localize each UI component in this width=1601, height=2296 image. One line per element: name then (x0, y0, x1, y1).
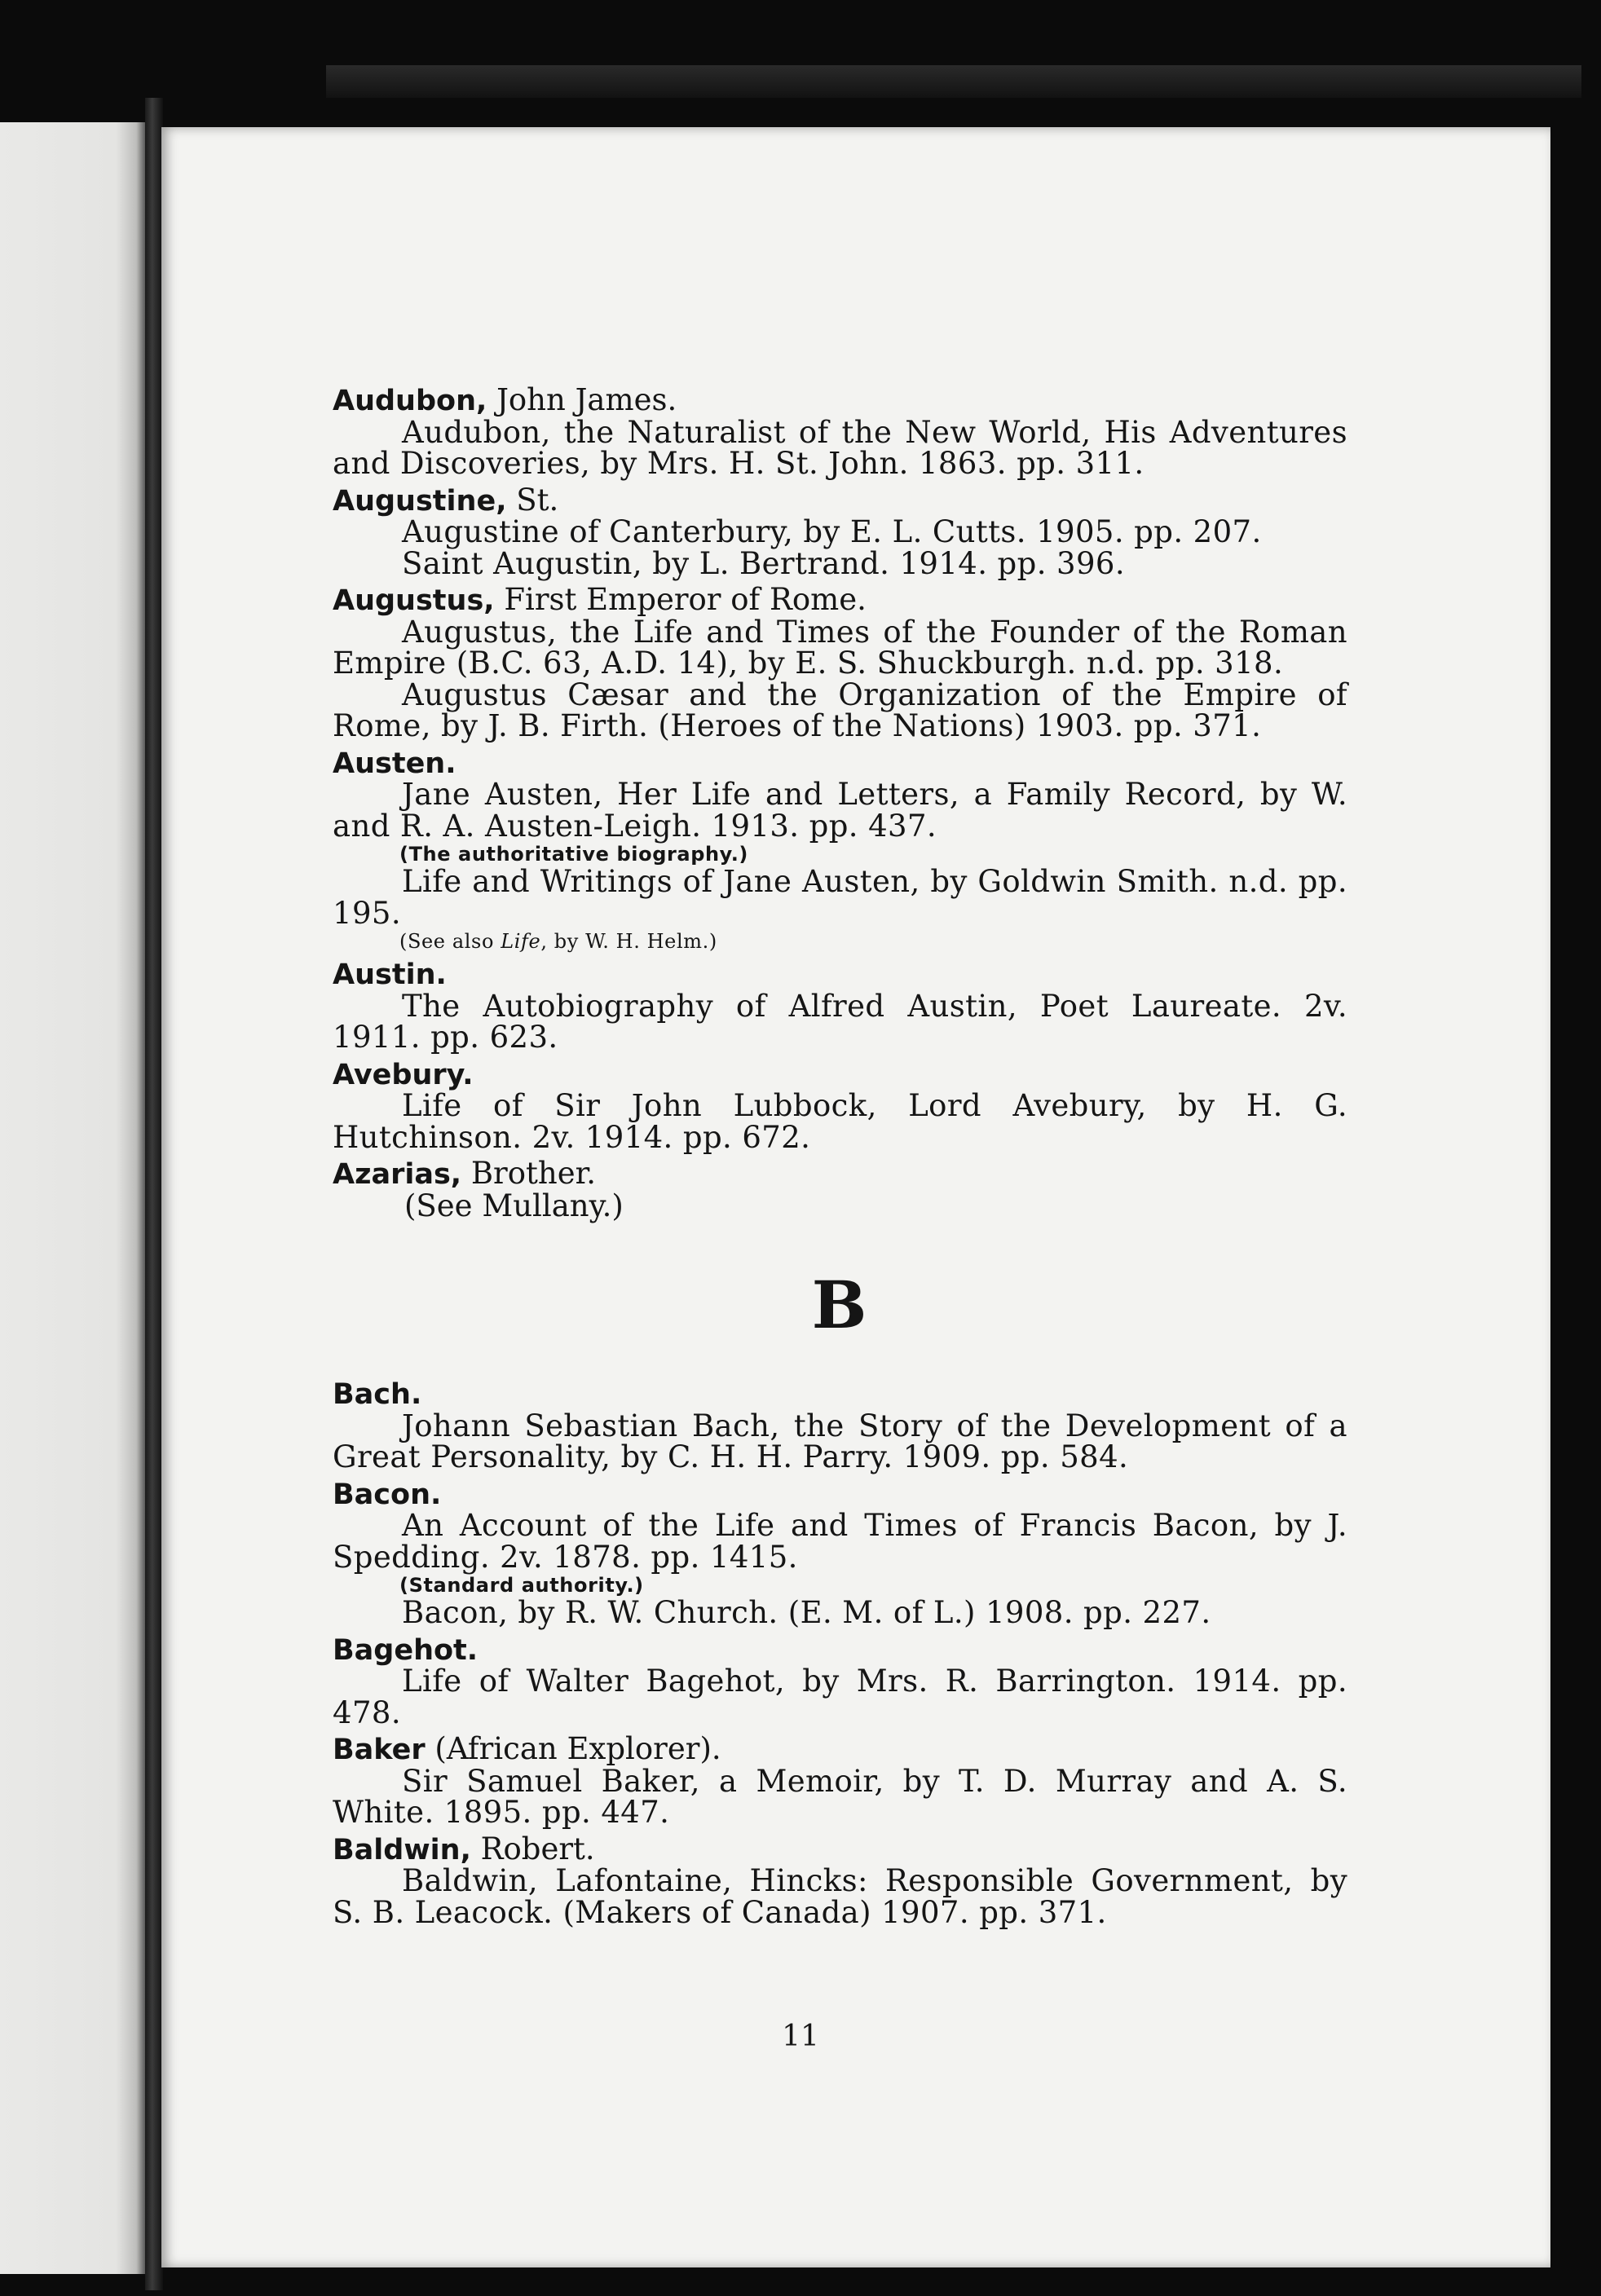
book-citation: Jane Austen, Her Life and Letters, a Family Record, by W. and R. A. Austen-Leigh. 1913. pp. 437. (333, 777, 1347, 844)
page-content (333, 380, 1347, 1928)
subject-qualifier: First Emperor of Rome. (504, 582, 867, 617)
subject-name: Austen. (333, 747, 456, 780)
subject-name: Audubon, (333, 385, 487, 417)
subject-heading (333, 1831, 1347, 1866)
subject-qualifier: Brother. (470, 1156, 596, 1191)
subject-heading (333, 482, 1347, 518)
subject-name: Bagehot. (333, 1633, 479, 1667)
subject-heading (333, 1731, 1347, 1766)
subject-qualifier: (African Explorer). (434, 1731, 721, 1766)
see-also-suffix: , by W. H. Helm.) (540, 930, 717, 953)
annotation: (Standard authority.) (399, 1574, 644, 1597)
book-citation: Life of Sir John Lubbock, Lord Avebury, by H. G. Hutchinson. 2v. 1914. pp. 672. (333, 1088, 1347, 1155)
subject-qualifier: John James. (496, 382, 677, 417)
book-citation: An Account of the Life and Times of Francis Bacon, by J. Spedding. 2v. 1878. pp. 1415. (333, 1508, 1347, 1575)
section-b-entries (333, 1378, 1347, 1928)
subject-qualifier: Robert. (480, 1831, 595, 1866)
see-also-prefix: (See also (399, 930, 501, 953)
book-citation: Life and Writings of Jane Austen, by Goldwin Smith. n.d. pp. 195. (333, 864, 1347, 931)
subject-heading (333, 1158, 1347, 1191)
section-letter: B (811, 1267, 869, 1343)
see-also-note (399, 929, 1347, 954)
section-a-entries (333, 382, 1347, 1223)
subject-heading (333, 1378, 1347, 1411)
scan-top-edge (326, 65, 1581, 98)
subject-name: Augustine, (333, 484, 507, 518)
subject-name: Augustus, (333, 584, 495, 617)
subject-name: Baldwin, (333, 1833, 471, 1866)
subject-name: Baker (333, 1734, 426, 1766)
book-citation: Saint Augustin, by L. Bertrand. 1914. pp. 396. (402, 545, 1126, 581)
facing-page-edge (0, 122, 145, 2274)
subject-name: Bach. (333, 1378, 422, 1411)
book-citation: The Autobiography of Alfred Austin, Poet Laureate. 2v. 1911. pp. 623. (333, 988, 1347, 1055)
book-citation: Life of Walter Bagehot, by Mrs. R. Barrington. 1914. pp. 478. (333, 1664, 1347, 1730)
subject-name: Bacon. (333, 1478, 442, 1511)
annotation: (The authoritative biography.) (399, 843, 748, 866)
book-citation: Johann Sebastian Bach, the Story of the Development of a Great Personality, by C. H. H. Parry. 1909. pp. 584. (333, 1408, 1347, 1474)
subject-heading (333, 747, 1347, 780)
subject-heading (333, 1634, 1347, 1667)
cross-reference: (See Mullany.) (404, 1188, 624, 1223)
subject-name: Avebury. (333, 1058, 474, 1091)
book-citation: Bacon, by R. W. Church. (E. M. of L.) 1908. pp. 227. (402, 1595, 1211, 1630)
subject-name: Austin. (333, 959, 447, 991)
book-citation: Audubon, the Naturalist of the New World, His Adventures and Discoveries, by Mrs. H. St. John. 1863. pp. 311. (333, 414, 1347, 481)
subject-name: Azarias, (333, 1158, 462, 1191)
book-citation: Baldwin, Lafontaine, Hincks: Responsible Government, by S. B. Leacock. (Makers of Canada) 1907. pp. 371. (333, 1863, 1347, 1930)
subject-qualifier: St. (516, 482, 559, 518)
subject-heading (333, 1479, 1347, 1511)
see-also-title: Life (501, 930, 541, 953)
book-citation: Sir Samuel Baker, a Memoir, by T. D. Murray and A. S. White. 1895. pp. 447. (333, 1763, 1347, 1830)
book-gutter (145, 98, 163, 2290)
book-citation: Augustus, the Life and Times of the Founder of the Roman Empire (B.C. 63, A.D. 14), by E. S. Shuckburgh. n.d. pp. 318. (333, 614, 1347, 681)
subject-heading (333, 584, 1347, 617)
subject-heading (333, 1059, 1347, 1091)
book-citation: Augustus Cæsar and the Organization of the Empire of Rome, by J. B. Firth. (Heroes of the Nations) 1903. pp. 371. (333, 676, 1347, 743)
subject-heading (333, 382, 1347, 417)
subject-heading (333, 959, 1347, 991)
page-number: 11 (782, 2020, 819, 2053)
book-citation: Augustine of Canterbury, by E. L. Cutts. 1905. pp. 207. (402, 514, 1262, 549)
